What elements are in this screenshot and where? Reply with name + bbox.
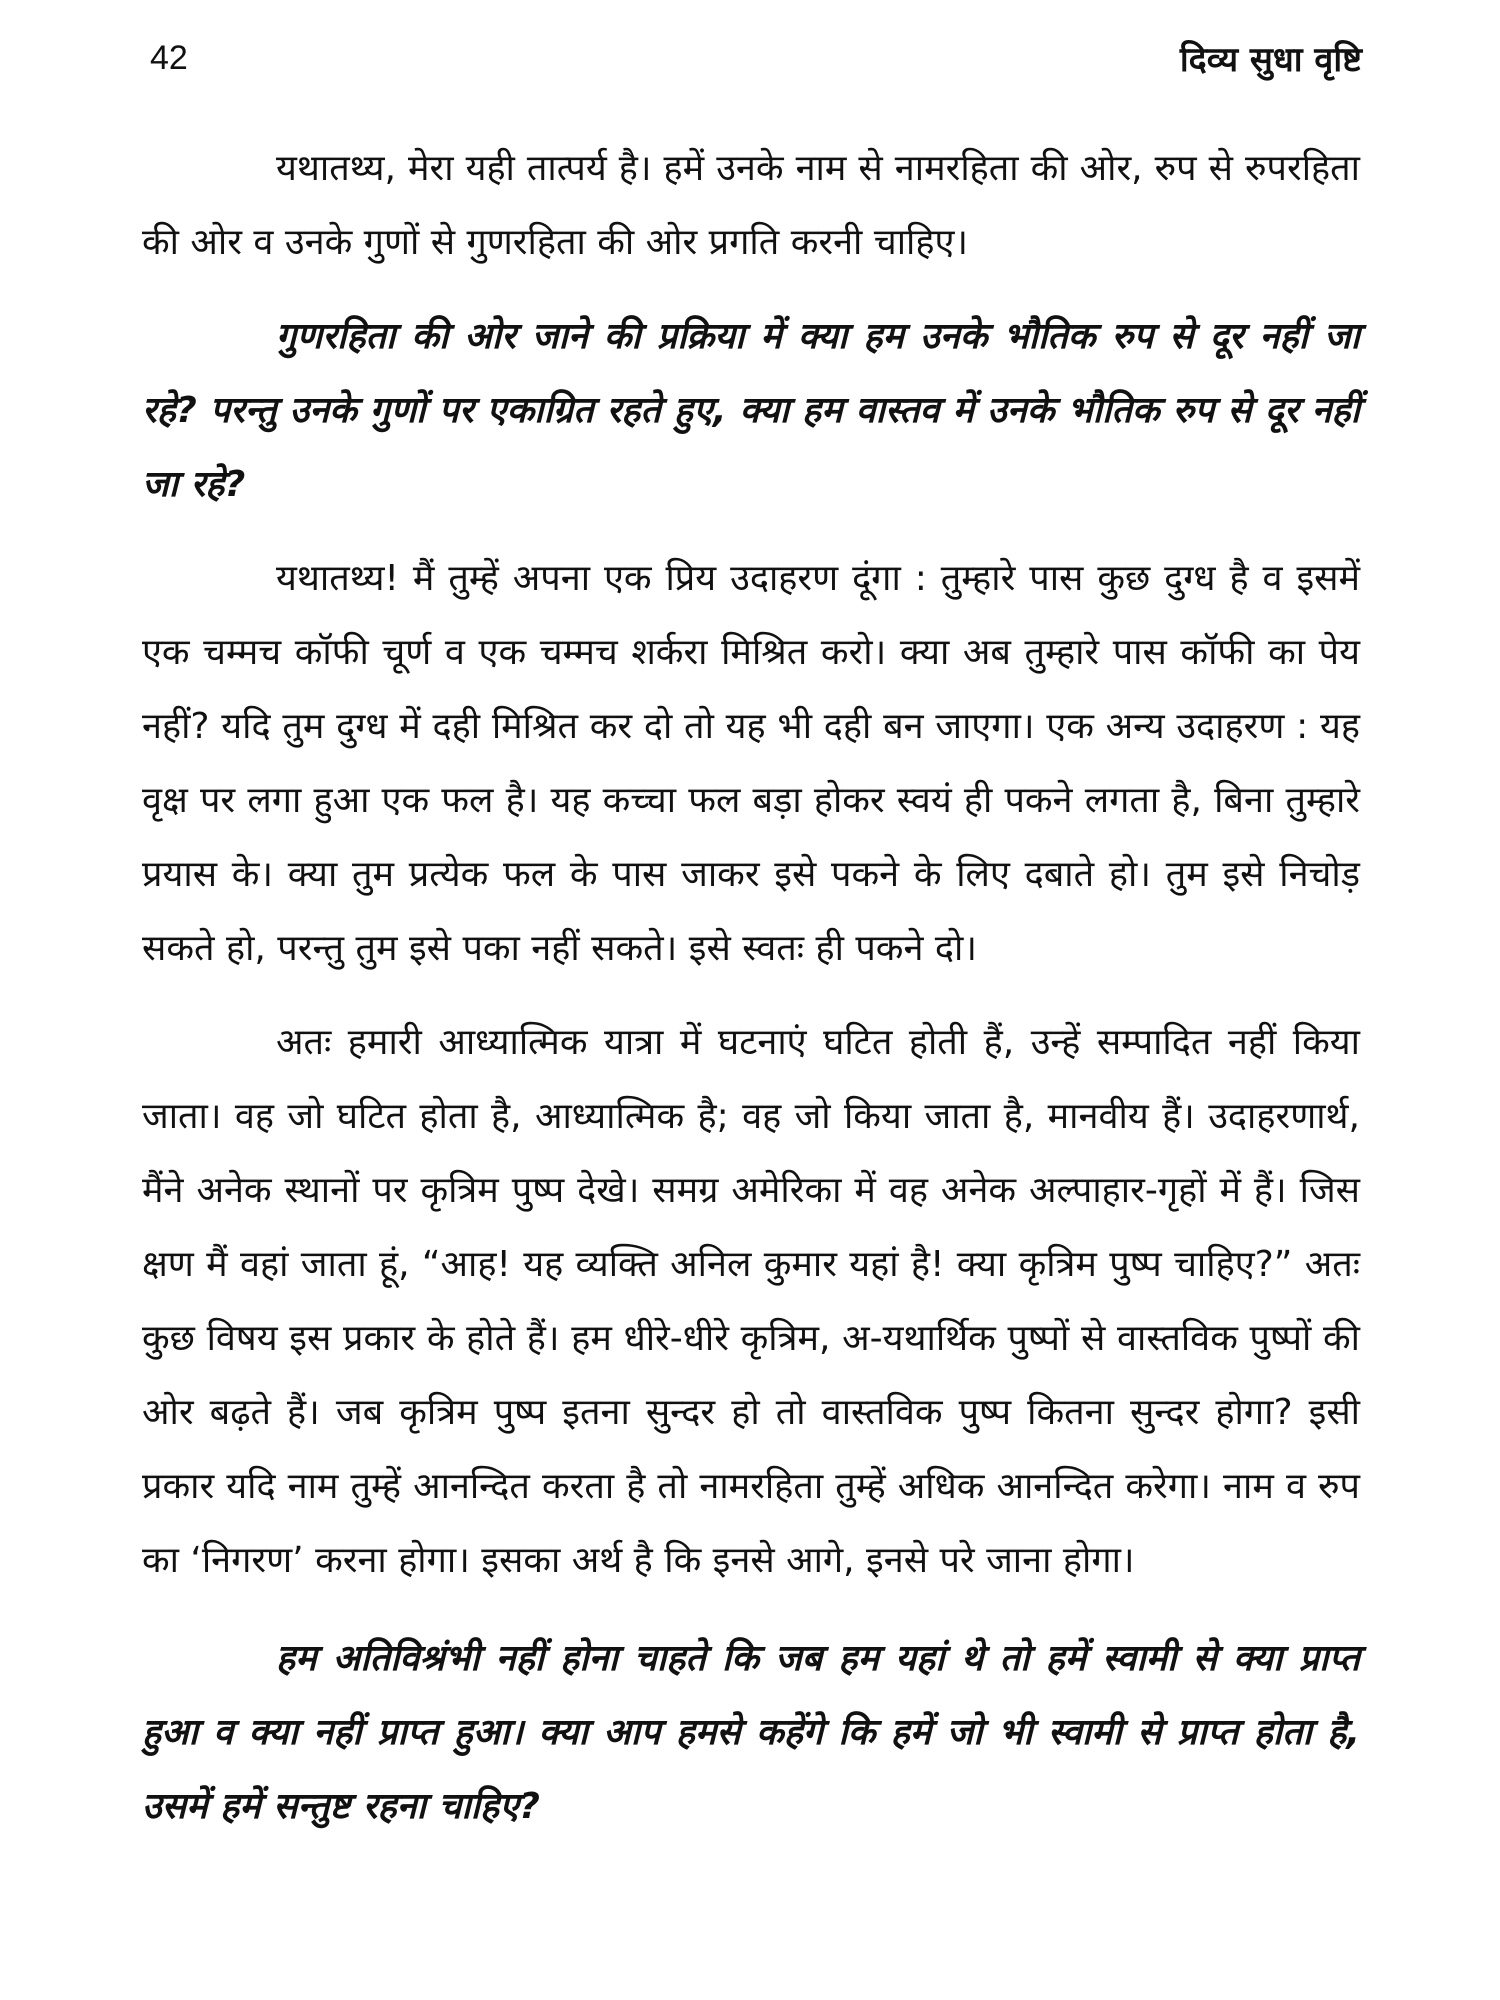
paragraph-2: यथातथ्य! मैं तुम्हें अपना एक प्रिय उदाहरण दूंगा : तुम्हारे पास कुछ दुग्ध है व इसमें एक चम्मच कॉफी चूर्ण व एक चम्मच शर्करा मिश्रित करो। क्या अब तुम्हारे पास कॉफी का पेय नहीं? यदि तुम दुग्ध में दही मिश्रित कर दो तो यह भी दही बन जाएगा। एक अन्य उदाहरण : यह वृक्ष पर लगा हुआ एक फल है। यह कच्चा फल बड़ा होकर स्वयं ही पकने लगता है, बिना तुम्हारे प्रयास के। क्या तुम प्रत्येक फल के पास जाकर इसे पकने के लिए दबाते हो। तुम इसे निचोड़ सकते हो, परन्तु तुम इसे पका नहीं सकते। इसे स्वतः ही पकने दो।: [142, 558, 1360, 969]
page-content: [142, 132, 1360, 1844]
paragraph-spacer: [142, 280, 1360, 300]
page-number: 42: [150, 39, 188, 77]
paragraph-spacer: [142, 522, 1360, 542]
paragraph-3: अतः हमारी आध्यात्मिक यात्रा में घटनाएं घटित होती हैं, उन्हें सम्पादित नहीं किया जाता। वह जो घटित होता है, आध्यात्मिक है; वह जो किया जाता है, मानवीय हैं। उदाहरणार्थ, मैंने अनेक स्थानों पर कृत्रिम पुष्प देखे। समग्र अमेरिका में वह अनेक अल्पाहार-गृहों में हैं। जिस क्षण मैं वहां जाता हूं, “आह! यह व्यक्ति अनिल कुमार यहां है! क्या कृत्रिम पुष्प चाहिए?” अतः कुछ विषय इस प्रकार के होते हैं। हम धीरे-धीरे कृत्रिम, अ-यथार्थिक पुष्पों से वास्तविक पुष्पों की ओर बढ़ते हैं। जब कृत्रिम पुष्प इतना सुन्दर हो तो वास्तविक पुष्प कितना सुन्दर होगा? इसी प्रकार यदि नाम तुम्हें आनन्दित करता है तो नामरहिता तुम्हें अधिक आनन्दित करेगा। नाम व रुप का ‘निगरण’ करना होगा। इसका अर्थ है कि इनसे आगे, इनसे परे जाना होगा।: [142, 1022, 1360, 1581]
question-paragraph-2: हम अतिविश्रंभी नहीं होना चाहते कि जब हम यहां थे तो हमें स्वामी से क्या प्राप्त हुआ व क्या नहीं प्राप्त हुआ। क्या आप हमसे कहेंगे कि हमें जो भी स्वामी से प्राप्त होता है, उसमें हमें सन्तुष्ट रहना चाहिए?: [142, 1638, 1360, 1827]
page-header: [0, 38, 1500, 98]
paragraph-spacer: [142, 1598, 1360, 1622]
running-title: दिव्य सुधा वृष्टि: [1179, 40, 1362, 80]
paragraph-1: यथातथ्य, मेरा यही तात्पर्य है। हमें उनके नाम से नामरहिता की ओर, रुप से रुपरहिता की ओर व उनके गुणों से गुणरहिता की ओर प्रगति करनी चाहिए।: [142, 148, 1360, 263]
question-paragraph-1: गुणरहिता की ओर जाने की प्रक्रिया में क्या हम उनके भौतिक रुप से दूर नहीं जा रहे? परन्तु उनके गुणों पर एकाग्रित रहते हुए, क्या हम वास्तव में उनके भौतिक रुप से दूर नहीं जा रहे?: [142, 316, 1360, 505]
paragraph-spacer: [142, 986, 1360, 1006]
